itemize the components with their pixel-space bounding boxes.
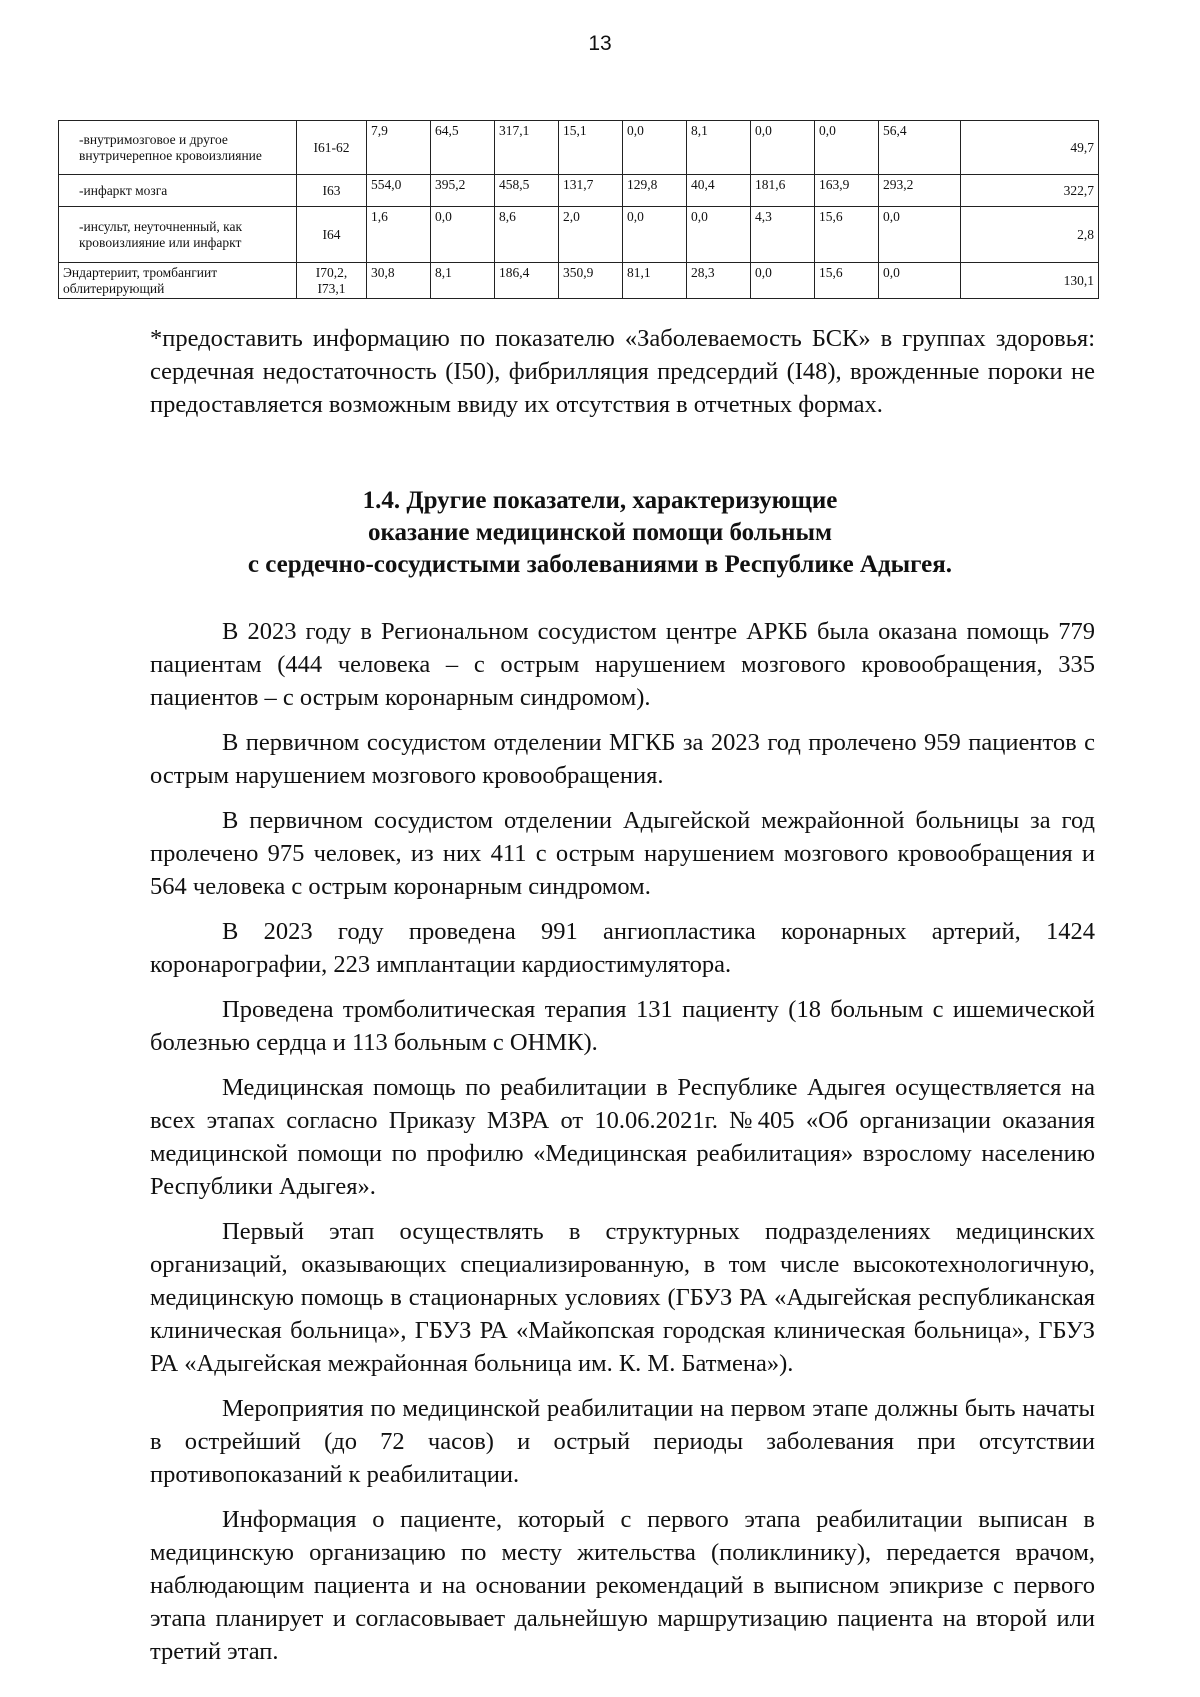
table-cell: 554,0	[367, 175, 431, 207]
table-row	[59, 263, 1099, 299]
table-cell: 7,9	[367, 121, 431, 175]
row-code: I61-62	[297, 121, 367, 175]
table-cell: 0,0	[751, 263, 815, 299]
table-cell: 293,2	[879, 175, 961, 207]
table-cell: 30,8	[367, 263, 431, 299]
row-name: -внутримозговое и другое внутричерепное кровоизлияние	[59, 121, 297, 175]
table-cell: 8,1	[431, 263, 495, 299]
table-cell: 163,9	[815, 175, 879, 207]
table-cell: 131,7	[559, 175, 623, 207]
page-number: 13	[588, 32, 612, 55]
table-cell: 0,0	[623, 207, 687, 263]
table-cell: 4,3	[751, 207, 815, 263]
paragraph: Информация о пациенте, который с первого этапа реабилитации выписан в медицинскую организацию по месту жительства (поликлинику), передается врачом, наблюдающим пациента и на основании рекомендаций в выписном эпикризе с первого этапа планирует и согласовывает дальнейшую маршрутизацию пациента на второй или третий этап.	[150, 1506, 1095, 1665]
row-total: 2,8	[961, 207, 1099, 263]
table-cell: 0,0	[751, 121, 815, 175]
table-cell: 186,4	[495, 263, 559, 299]
table-cell: 15,6	[815, 263, 879, 299]
paragraph: В первичном сосудистом отделении МГКБ за 2023 год пролечено 959 пациентов с острым нарушением мозгового кровообращения.	[150, 729, 1095, 789]
paragraph: Первый этап осуществлять в структурных подразделениях медицинских организаций, оказывающих специализированную, в том числе высокотехнологичную, медицинскую помощь в стационарных условиях (ГБУЗ РА «Адыгейская республиканская клиническая больница», ГБУЗ РА «Майкопская городская клиническая больница», ГБУЗ РА «Адыгейская межрайонная больница им. К. М. Батмена»).	[150, 1218, 1095, 1377]
table-cell: 0,0	[687, 207, 751, 263]
section-heading	[100, 485, 1100, 581]
heading-line-1: 1.4. Другие показатели, характеризующие	[362, 487, 838, 514]
table-cell: 2,0	[559, 207, 623, 263]
paragraph: Проведена тромболитическая терапия 131 пациенту (18 больным с ишемической болезнью сердца и 113 больным с ОНМК).	[150, 996, 1095, 1056]
row-total: 322,7	[961, 175, 1099, 207]
table-cell: 8,6	[495, 207, 559, 263]
footnote-text: *предоставить информацию по показателю «Заболеваемость БСК» в группах здоровья: сердечная недостаточность (I50), фибрилляция предсердий (I48), врожденные пороки не предоставляется возможным ввиду их отсутствия в отчетных формах.	[150, 325, 1095, 418]
table-cell: 0,0	[815, 121, 879, 175]
paragraph: В первичном сосудистом отделении Адыгейской межрайонной больницы за год пролечено 975 человек, из них 411 с острым нарушением мозгового кровообращения и 564 человека с острым коронарным синдромом.	[150, 807, 1095, 900]
table-row	[59, 207, 1099, 263]
row-total: 130,1	[961, 263, 1099, 299]
paragraph: В 2023 году в Региональном сосудистом центре АРКБ была оказана помощь 779 пациентам (444 человека – с острым нарушением мозгового кровообращения, 335 пациентов – с острым коронарным синдромом).	[150, 618, 1095, 711]
heading-line-2: оказание медицинской помощи больным	[367, 519, 833, 546]
table-cell: 15,6	[815, 207, 879, 263]
table-cell: 28,3	[687, 263, 751, 299]
table-cell: 81,1	[623, 263, 687, 299]
row-code: I70,2, I73,1	[297, 263, 367, 299]
section-body	[150, 615, 1095, 1670]
table-cell: 317,1	[495, 121, 559, 175]
row-name: -инсульт, неуточненный, как кровоизлияние или инфаркт	[59, 207, 297, 263]
table-cell: 0,0	[879, 263, 961, 299]
row-code: I64	[297, 207, 367, 263]
table-row	[59, 175, 1099, 207]
row-code: I63	[297, 175, 367, 207]
table-cell: 0,0	[879, 207, 961, 263]
table-row	[59, 121, 1099, 175]
table-cell: 40,4	[687, 175, 751, 207]
table-cell: 181,6	[751, 175, 815, 207]
table-cell: 56,4	[879, 121, 961, 175]
table-cell: 0,0	[431, 207, 495, 263]
paragraph: В 2023 году проведена 991 ангиопластика коронарных артерий, 1424 коронарографии, 223 имплантации кардиостимулятора.	[150, 918, 1095, 978]
statistics-table	[58, 120, 1099, 299]
table-cell: 8,1	[687, 121, 751, 175]
row-name: Эндартериит, тромбангиит облитерирующий	[59, 263, 297, 299]
table-footnote	[150, 322, 1095, 421]
table-cell: 350,9	[559, 263, 623, 299]
row-name: -инфаркт мозга	[59, 175, 297, 207]
table-cell: 129,8	[623, 175, 687, 207]
heading-line-3: с сердечно-сосудистыми заболеваниями в Республике Адыгея.	[247, 551, 953, 578]
table-cell: 395,2	[431, 175, 495, 207]
paragraph: Мероприятия по медицинской реабилитации на первом этапе должны быть начаты в острейший (до 72 часов) и острый периоды заболевания при отсутствии противопоказаний к реабилитации.	[150, 1395, 1095, 1488]
table-cell: 15,1	[559, 121, 623, 175]
table-cell: 458,5	[495, 175, 559, 207]
table-cell: 0,0	[623, 121, 687, 175]
table-cell: 64,5	[431, 121, 495, 175]
row-total: 49,7	[961, 121, 1099, 175]
paragraph: Медицинская помощь по реабилитации в Республике Адыгея осуществляется на всех этапах согласно Приказу МЗРА от 10.06.2021г. №405 «Об организации оказания медицинской помощи по профилю «Медицинская реабилитация» взрослому населению Республики Адыгея».	[150, 1074, 1095, 1200]
table-cell: 1,6	[367, 207, 431, 263]
